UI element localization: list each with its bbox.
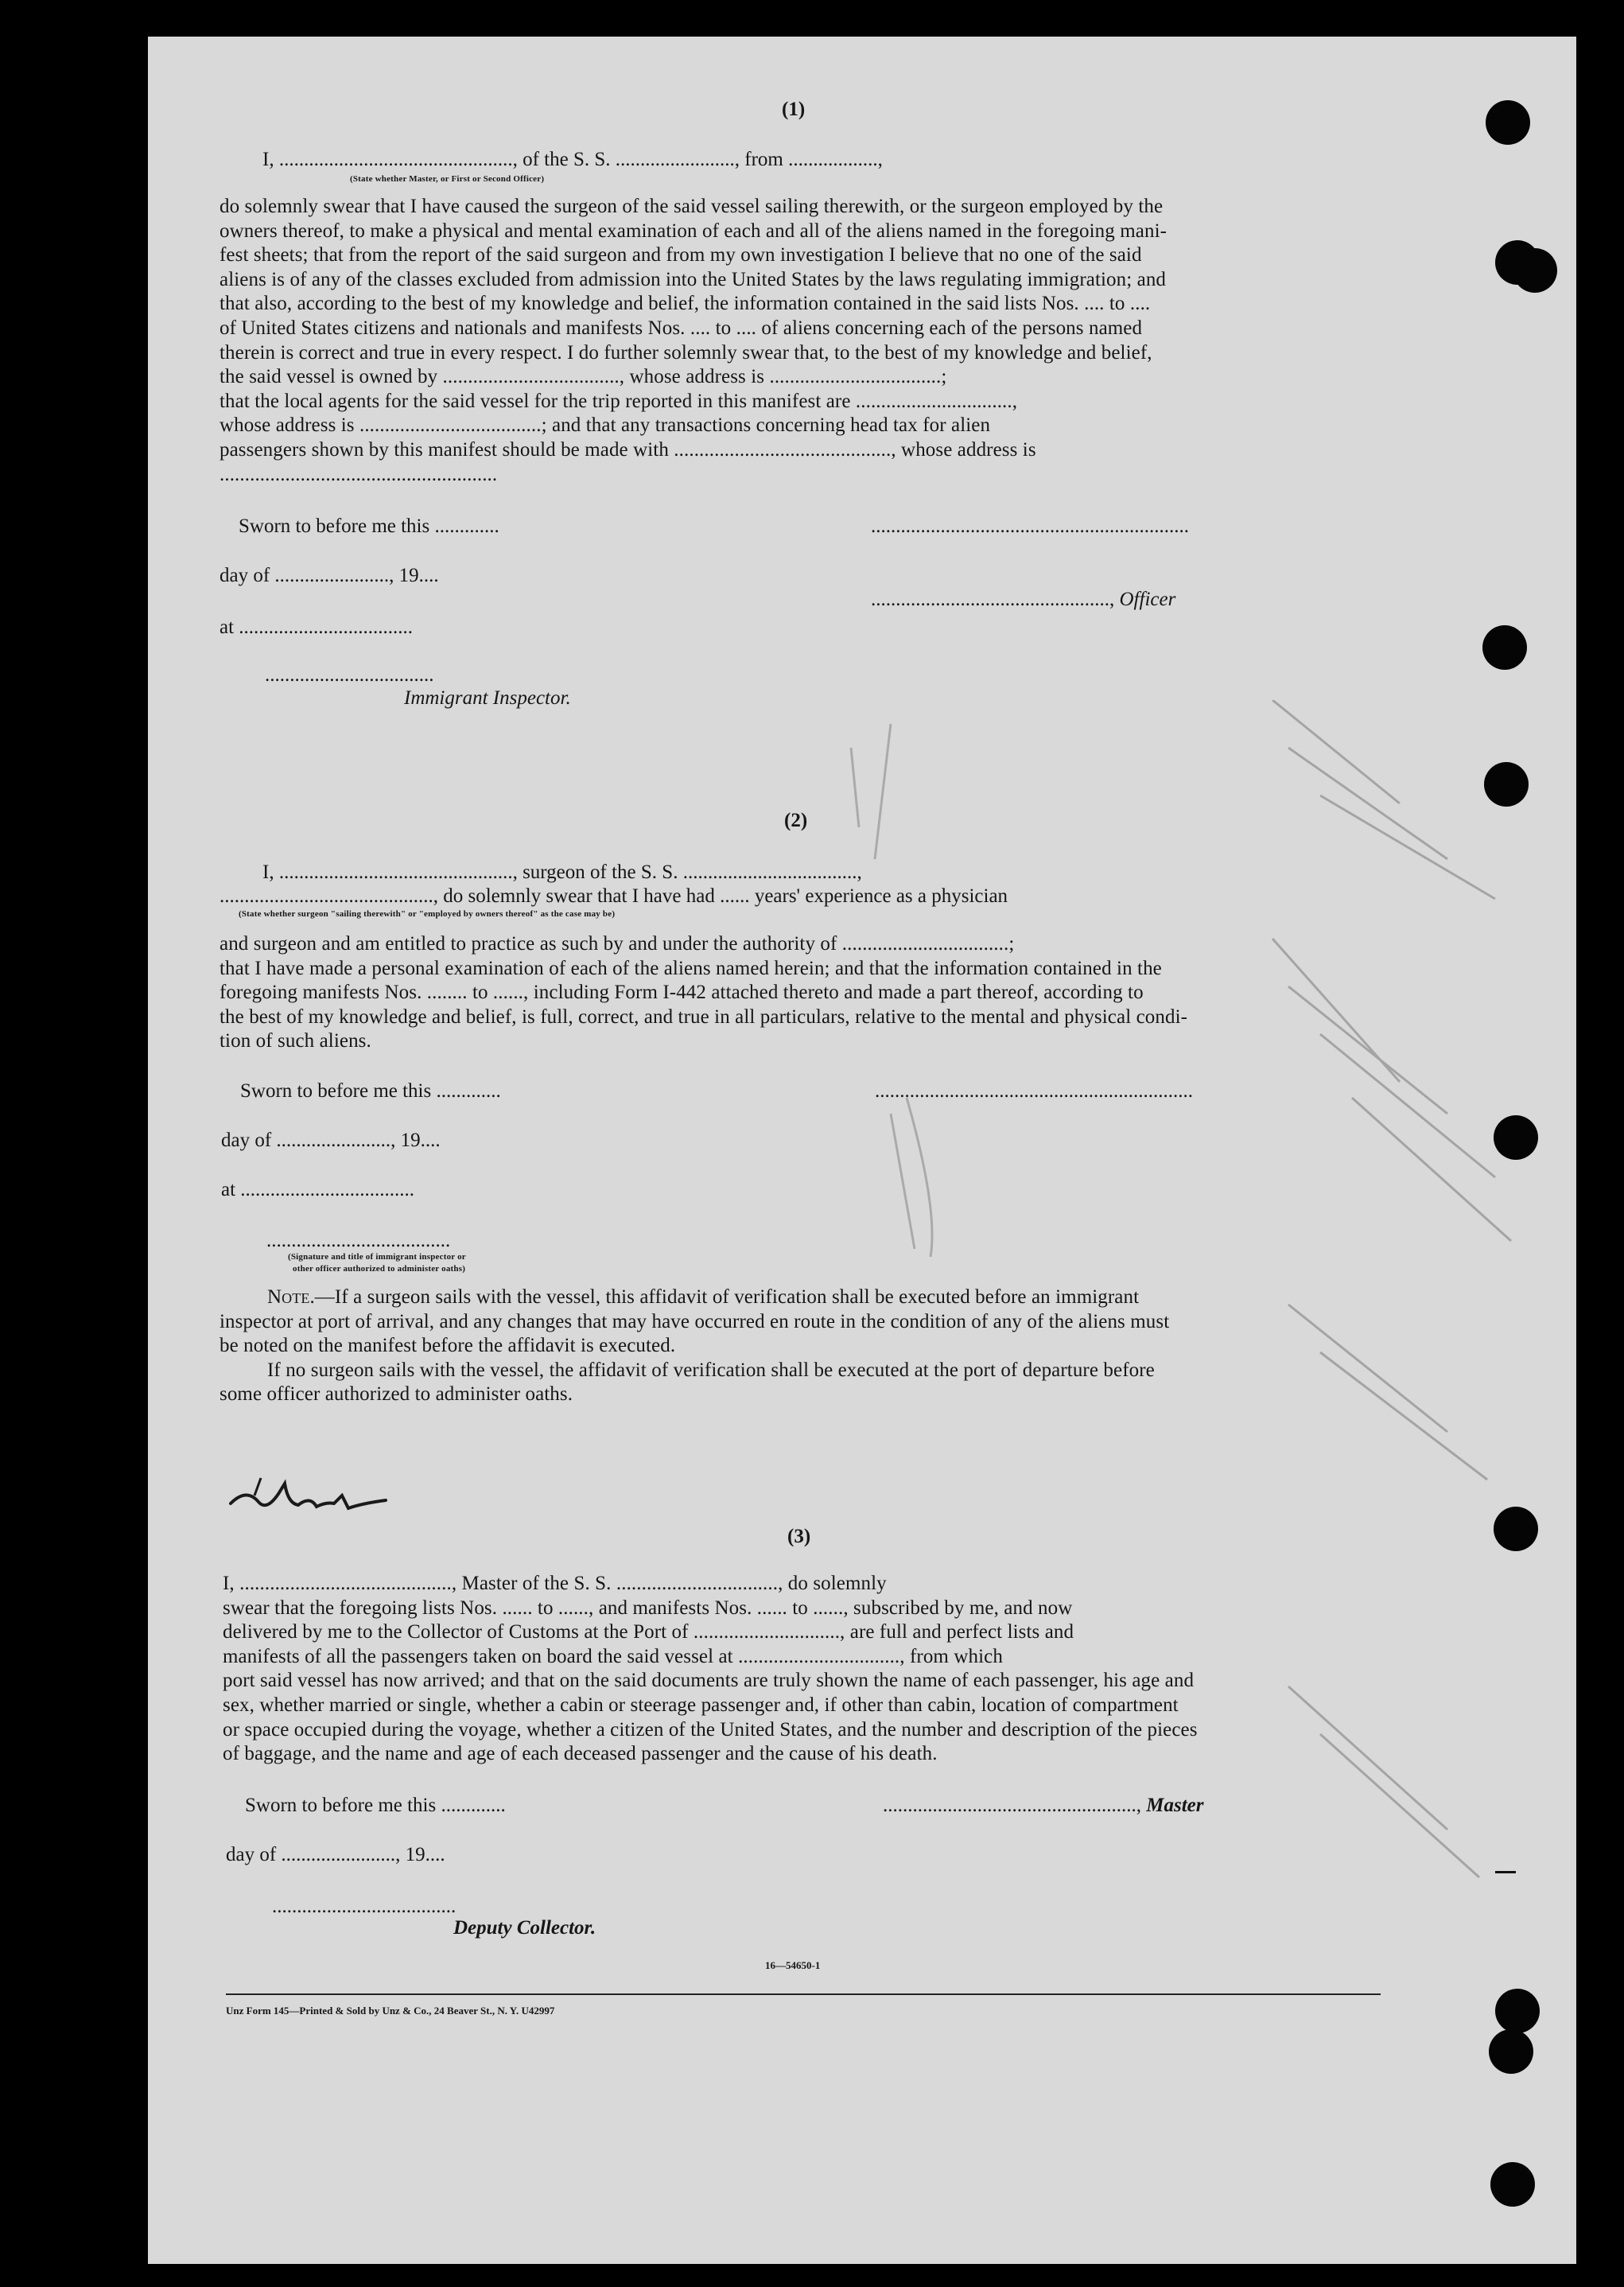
section-3-collector-line: ..................................... [272, 1896, 457, 1917]
section-2-experience-line: ..........................................., do solemnly swear that I have had ...... years' experience as a physician [220, 885, 1008, 907]
note-label: Note. [267, 1286, 315, 1308]
section-1-sworn-signature-line: ................................................................ [871, 515, 1189, 537]
section-2-signature-note: (Signature and title of immigrant inspector or [288, 1252, 466, 1262]
binder-hole [1486, 100, 1530, 145]
note-line: Note.—If a surgeon sails with the vessel, this affidavit of verification shall be executed before an immigrant [267, 1286, 1140, 1308]
oath-line: aliens is of any of the classes excluded from admission into the United States by the laws regulating immigration; and [220, 268, 1167, 290]
section-1-oath-paragraph [220, 195, 1376, 487]
note-line: be noted on the manifest before the affidavit is executed. [220, 1335, 676, 1357]
section-2-at: at ................................... [221, 1179, 415, 1200]
oath-line: fest sheets; that from the report of the said surgeon and from my own investigation I believe that no one of the said [220, 244, 1142, 266]
binder-hole [1490, 2162, 1535, 2207]
oath-line: of baggage, and the name and age of each deceased passenger and the cause of his death. [223, 1743, 938, 1765]
oath-line: that the local agents for the said vessel for the trip reported in this manifest are ..............................., [220, 390, 1018, 412]
section-1-master-note: (State whether Master, or First or Second Officer) [350, 174, 545, 184]
deputy-collector-label: Deputy Collector. [453, 1917, 596, 1939]
note-line: If no surgeon sails with the vessel, the affidavit of verification shall be executed at the port of departure before [267, 1359, 1155, 1381]
oath-line: ....................................................... [220, 463, 498, 485]
section-2-signature-note: other officer authorized to administer oaths) [293, 1264, 466, 1274]
oath-line: whose address is ....................................; and that any transactions concerning head tax for alien [220, 414, 991, 437]
section-1-inspector-line: .................................. [265, 664, 434, 686]
section-1-master-line: I, ..............................................., of the S. S. ........................, from .................., [262, 149, 883, 170]
binder-hole [1495, 1989, 1540, 2033]
oath-line: the said vessel is owned by ..................................., whose address is ..................................; [220, 366, 947, 388]
section-1-day: day of ......................., 19.... [220, 565, 439, 586]
oath-line: of United States citizens and nationals and manifests Nos. .... to .... of aliens concerning each of the persons named [220, 317, 1143, 339]
section-2-oath-paragraph [220, 932, 1376, 1054]
section-2-surgeon-line: I, ..............................................., surgeon of the S. S. ..................................., [262, 862, 862, 883]
printer-credit: Unz Form 145—Printed & Sold by Unz & Co., 24 Beaver St., N. Y. U42997 [226, 2005, 555, 2017]
section-3-master-line: ..................................................., Master [883, 1795, 1204, 1816]
master-label: Master [1146, 1795, 1204, 1816]
oath-line: therein is correct and true in every respect. I do further solemnly swear that, to the best of my knowledge and belief, [220, 341, 1152, 364]
section-2-note-paragraph [220, 1285, 1376, 1407]
oath-line: the best of my knowledge and belief, is full, correct, and true in all particulars, relative to the mental and physical condi- [220, 1005, 1188, 1028]
oath-line: tion of such aliens. [220, 1030, 371, 1052]
binder-hole [1494, 1507, 1538, 1551]
binder-hole [1494, 1115, 1538, 1160]
oath-line: owners thereof, to make a physical and mental examination of each and all of the aliens named in the foregoing mani- [220, 220, 1167, 242]
section-3-sworn: Sworn to before me this ............. [245, 1795, 506, 1816]
section-2-number: (2) [784, 810, 808, 831]
footer-rule [226, 1993, 1381, 1995]
section-2-inspector-line: ..................................... [266, 1230, 451, 1251]
note-line: inspector at port of arrival, and any changes that may have occurred en route in the condition of any of the aliens must [220, 1310, 1170, 1332]
section-2-surgeon-note: (State whether surgeon "sailing therewith" or "employed by owners thereof" as the case may be) [239, 909, 616, 919]
oath-line: passengers shown by this manifest should be made with ..........................................., whose address is [220, 438, 1036, 461]
oath-line: do solemnly swear that I have caused the surgeon of the said vessel sailing therewith, or the surgeon employed by the [220, 196, 1164, 217]
section-3-number: (3) [787, 1526, 811, 1547]
binder-hole [1489, 2029, 1533, 2074]
edge-mark [1495, 1871, 1516, 1873]
section-1-number: (1) [782, 99, 806, 120]
oath-line: delivered by me to the Collector of Customs at the Port of ............................., are full and perfect lists and [223, 1621, 1074, 1643]
form-code: 16—54650-1 [765, 1959, 821, 1971]
oath-line: and surgeon and am entitled to practice as such by and under the authority of .................................; [220, 933, 1015, 955]
binder-hole [1513, 248, 1557, 293]
section-2-sworn: Sworn to before me this ............. [240, 1080, 501, 1102]
note-line: some officer authorized to administer oaths. [220, 1383, 573, 1406]
oath-line: port said vessel has now arrived; and that on the said documents are truly shown the name of each passenger, his age and [223, 1670, 1195, 1692]
oath-line: that I have made a personal examination of each of the aliens named herein; and that the information contained in the [220, 957, 1162, 979]
section-3-oath-paragraph [223, 1572, 1379, 1767]
binder-hole [1484, 762, 1529, 807]
oath-line: sex, whether married or single, whether a cabin or steerage passenger and, if other than cabin, location of compartment [223, 1694, 1179, 1716]
bleed-through-text [334, 105, 338, 123]
binder-hole [1482, 625, 1527, 670]
section-1-at: at ................................... [220, 616, 414, 638]
section-2-day: day of ......................., 19.... [221, 1130, 441, 1151]
immigrant-inspector-label: Immigrant Inspector. [404, 687, 571, 709]
section-1-officer-line: ................................................, Officer [871, 589, 1176, 610]
section-2-sworn-signature-line: ................................................................ [875, 1080, 1193, 1102]
oath-line: manifests of all the passengers taken on board the said vessel at ................................, from which [223, 1645, 1003, 1667]
oath-line: I, .........................................., Master of the S. S. ................................, do solemnly [223, 1573, 887, 1594]
section-3-day: day of ......................., 19.... [226, 1844, 445, 1865]
oath-line: swear that the foregoing lists Nos. ...... to ......, and manifests Nos. ...... to ......, subscribed by me, and now [223, 1597, 1073, 1619]
oath-line: or space occupied during the voyage, whether a citizen of the United States, and the number and description of the pieces [223, 1718, 1198, 1741]
oath-line: that also, according to the best of my knowledge and belief, the information contained in the said lists Nos. .... to .... [220, 293, 1151, 315]
oath-line: foregoing manifests Nos. ........ to ......, including Form I-442 attached thereto and made a part thereof, according to [220, 982, 1144, 1004]
section-1-sworn: Sworn to before me this ............. [239, 515, 499, 537]
officer-label: Officer [1119, 589, 1176, 610]
